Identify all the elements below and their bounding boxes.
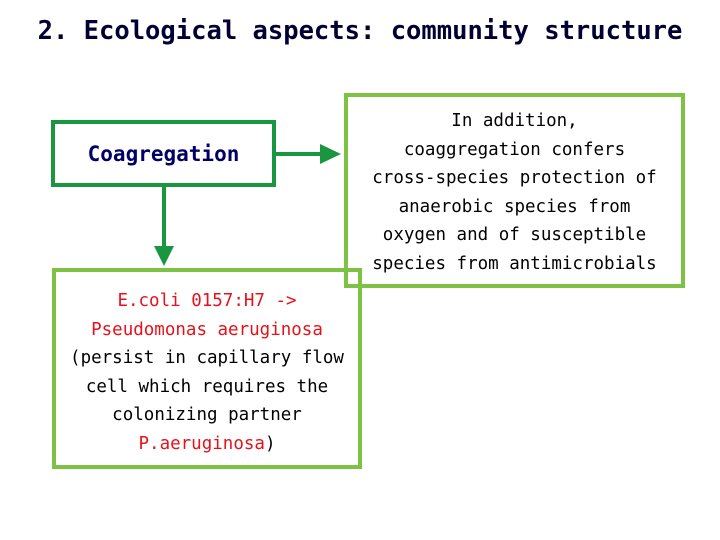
example-closing-paren: ) [264,433,276,454]
addition-line-3: cross-species protection of [372,168,657,188]
addition-line-6: species from antimicrobials [372,253,657,274]
example-line-6 [56,430,358,459]
example-line-3: (persist in capillary flow [70,348,344,368]
example-line-4: cell which requires the [85,376,329,397]
slide-title: 2. Ecological aspects: community structure [37,16,683,46]
coaggregation-box [51,120,276,187]
arrow-down-head [154,246,174,266]
example-line-5: colonizing partner [112,405,302,425]
addition-line-2: coaggregation confers [403,139,626,160]
coaggregation-label: Coagregation [87,141,240,166]
example-box [52,268,362,469]
example-line-ecoli: E.coli 0157:H7 -> [117,291,297,311]
addition-line-1: In addition, [451,111,578,131]
example-line-pseudomonas: Pseudomonas aeruginosa [91,319,323,340]
addition-line-4: anaerobic species from [398,196,631,217]
example-species-name: P.aeruginosa [138,433,265,454]
arrow-right-head [320,144,341,164]
addition-line-5: oxygen and of susceptible [382,225,647,245]
addition-box [344,93,685,288]
